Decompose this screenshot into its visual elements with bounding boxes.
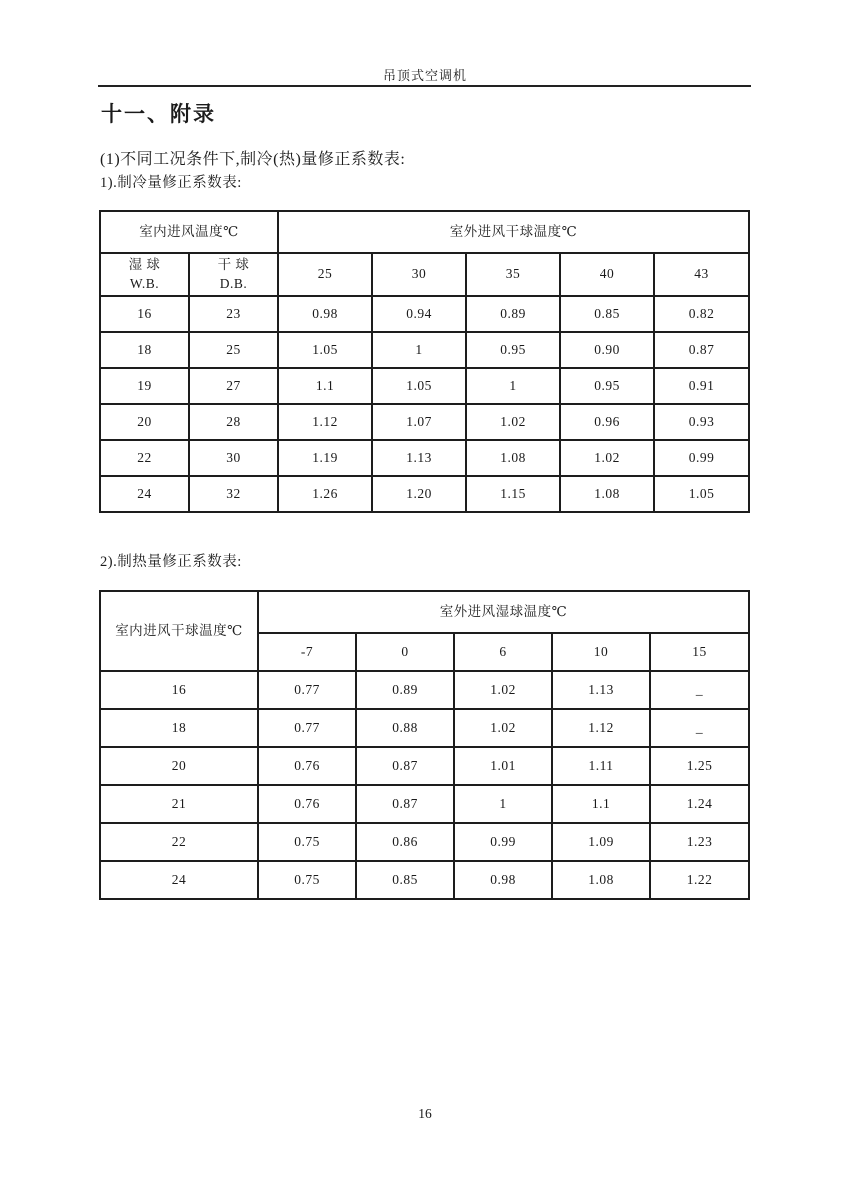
table-row [100, 253, 749, 296]
table-cell: 0.98 [278, 296, 372, 332]
table-cell: _ [650, 709, 749, 747]
table-cell: 21 [100, 785, 258, 823]
table-cell: 18 [100, 332, 189, 368]
table-cell: 1.08 [466, 440, 560, 476]
table-row [100, 747, 749, 785]
table-cell: 1 [454, 785, 552, 823]
subheader-line: 干 球 [217, 257, 250, 273]
column-header: 6 [454, 633, 552, 671]
table-cell: 1 [372, 332, 466, 368]
table-cell: 1.13 [372, 440, 466, 476]
table-cell: 1.02 [466, 404, 560, 440]
table-cell: 0.77 [258, 709, 356, 747]
table-row [100, 404, 749, 440]
table-cell: 1 [466, 368, 560, 404]
table-cell: 1.02 [454, 671, 552, 709]
table-cell: 1.25 [650, 747, 749, 785]
table-cell: 0.86 [356, 823, 454, 861]
intro-text: (1)不同工况条件下,制冷(热)量修正系数表: [100, 151, 406, 168]
table-cell: 20 [100, 747, 258, 785]
table-cell: 16 [100, 671, 258, 709]
table-cell: 1.19 [278, 440, 372, 476]
table-cell: 1.02 [454, 709, 552, 747]
table-row [100, 823, 749, 861]
subheader-line: 湿 球 [128, 257, 161, 273]
table-row [100, 332, 749, 368]
table-row [100, 440, 749, 476]
subheader-wetbulb [100, 253, 189, 296]
table-row [100, 709, 749, 747]
table-cell: 0.82 [654, 296, 749, 332]
heating-correction-table [99, 590, 750, 900]
table-cell: 0.87 [356, 785, 454, 823]
table-cell: 1.22 [650, 861, 749, 899]
table-cell: 0.87 [654, 332, 749, 368]
table-cell: 1.11 [552, 747, 650, 785]
column-header: -7 [258, 633, 356, 671]
table-cell: 0.88 [356, 709, 454, 747]
table-cell: 0.95 [466, 332, 560, 368]
column-header: 43 [654, 253, 749, 296]
column-header: 0 [356, 633, 454, 671]
table-cell: 1.26 [278, 476, 372, 512]
table-cell: 0.87 [356, 747, 454, 785]
table-cell: 1.13 [552, 671, 650, 709]
table-cell: 16 [100, 296, 189, 332]
table-cell: 0.95 [560, 368, 654, 404]
table-cell: 0.75 [258, 823, 356, 861]
column-header: 30 [372, 253, 466, 296]
table-cell: 0.94 [372, 296, 466, 332]
table-cell: 0.91 [654, 368, 749, 404]
table-cell: 1.01 [454, 747, 552, 785]
cooling-correction-table [99, 210, 750, 513]
subheader-line: W.B. [129, 275, 160, 291]
column-header: 10 [552, 633, 650, 671]
table-cell: 30 [189, 440, 278, 476]
table-cell: 1.23 [650, 823, 749, 861]
running-header: 吊顶式空调机 [382, 68, 467, 83]
table-cell: 1.24 [650, 785, 749, 823]
subheader-drybulb [189, 253, 278, 296]
table-cell: 0.77 [258, 671, 356, 709]
table-cell: 1.08 [560, 476, 654, 512]
table-cell: 18 [100, 709, 258, 747]
table-row [100, 785, 749, 823]
table-cell: 0.76 [258, 785, 356, 823]
table-cell: 1.20 [372, 476, 466, 512]
table-cell: 1.1 [278, 368, 372, 404]
table-cell: 22 [100, 823, 258, 861]
table-cell: 1.08 [552, 861, 650, 899]
table2-caption: 2).制热量修正系数表: [100, 554, 242, 570]
table-cell: 0.76 [258, 747, 356, 785]
table-cell: 1.12 [552, 709, 650, 747]
table-row [100, 368, 749, 404]
column-header: 35 [466, 253, 560, 296]
table-cell: 0.98 [454, 861, 552, 899]
group-header-outdoor: 室外进风干球温度℃ [278, 211, 749, 253]
table-row [100, 211, 749, 253]
table-cell: 1.12 [278, 404, 372, 440]
table-cell: 0.89 [356, 671, 454, 709]
table-cell: 0.89 [466, 296, 560, 332]
table-cell: 22 [100, 440, 189, 476]
column-header: 15 [650, 633, 749, 671]
table-cell: 1.05 [278, 332, 372, 368]
table-cell: 0.93 [654, 404, 749, 440]
table-cell: 20 [100, 404, 189, 440]
group-header-indoor: 室内进风温度℃ [100, 211, 278, 253]
table-cell: 1.05 [372, 368, 466, 404]
table-cell: 1.15 [466, 476, 560, 512]
group-header-outdoor: 室外进风湿球温度℃ [258, 591, 749, 633]
table-cell: 24 [100, 861, 258, 899]
row-header-indoor: 室内进风干球温度℃ [100, 591, 258, 671]
column-header: 25 [278, 253, 372, 296]
table-cell: 25 [189, 332, 278, 368]
table-row [100, 476, 749, 512]
column-header: 40 [560, 253, 654, 296]
table-cell: 27 [189, 368, 278, 404]
table-cell: 0.99 [654, 440, 749, 476]
table-cell: 0.90 [560, 332, 654, 368]
table1-caption: 1).制冷量修正系数表: [100, 175, 242, 191]
table-cell: 1.09 [552, 823, 650, 861]
table-cell: 23 [189, 296, 278, 332]
table-cell: 0.75 [258, 861, 356, 899]
table-cell: 1.05 [654, 476, 749, 512]
table-cell: 0.99 [454, 823, 552, 861]
table-row [100, 671, 749, 709]
table-cell: 0.85 [560, 296, 654, 332]
table-cell: 1.1 [552, 785, 650, 823]
table-cell: 1.02 [560, 440, 654, 476]
table-cell: 19 [100, 368, 189, 404]
table-row [100, 591, 749, 633]
section-title: 十一、附录 [101, 103, 216, 126]
table-row [100, 296, 749, 332]
table-cell: 28 [189, 404, 278, 440]
table-cell: _ [650, 671, 749, 709]
table-cell: 1.07 [372, 404, 466, 440]
header-divider [98, 85, 751, 87]
page-number: 16 [418, 1106, 432, 1121]
table-cell: 0.96 [560, 404, 654, 440]
table-row [100, 861, 749, 899]
table-cell: 24 [100, 476, 189, 512]
table-cell: 0.85 [356, 861, 454, 899]
subheader-line: D.B. [219, 275, 248, 291]
table-cell: 32 [189, 476, 278, 512]
